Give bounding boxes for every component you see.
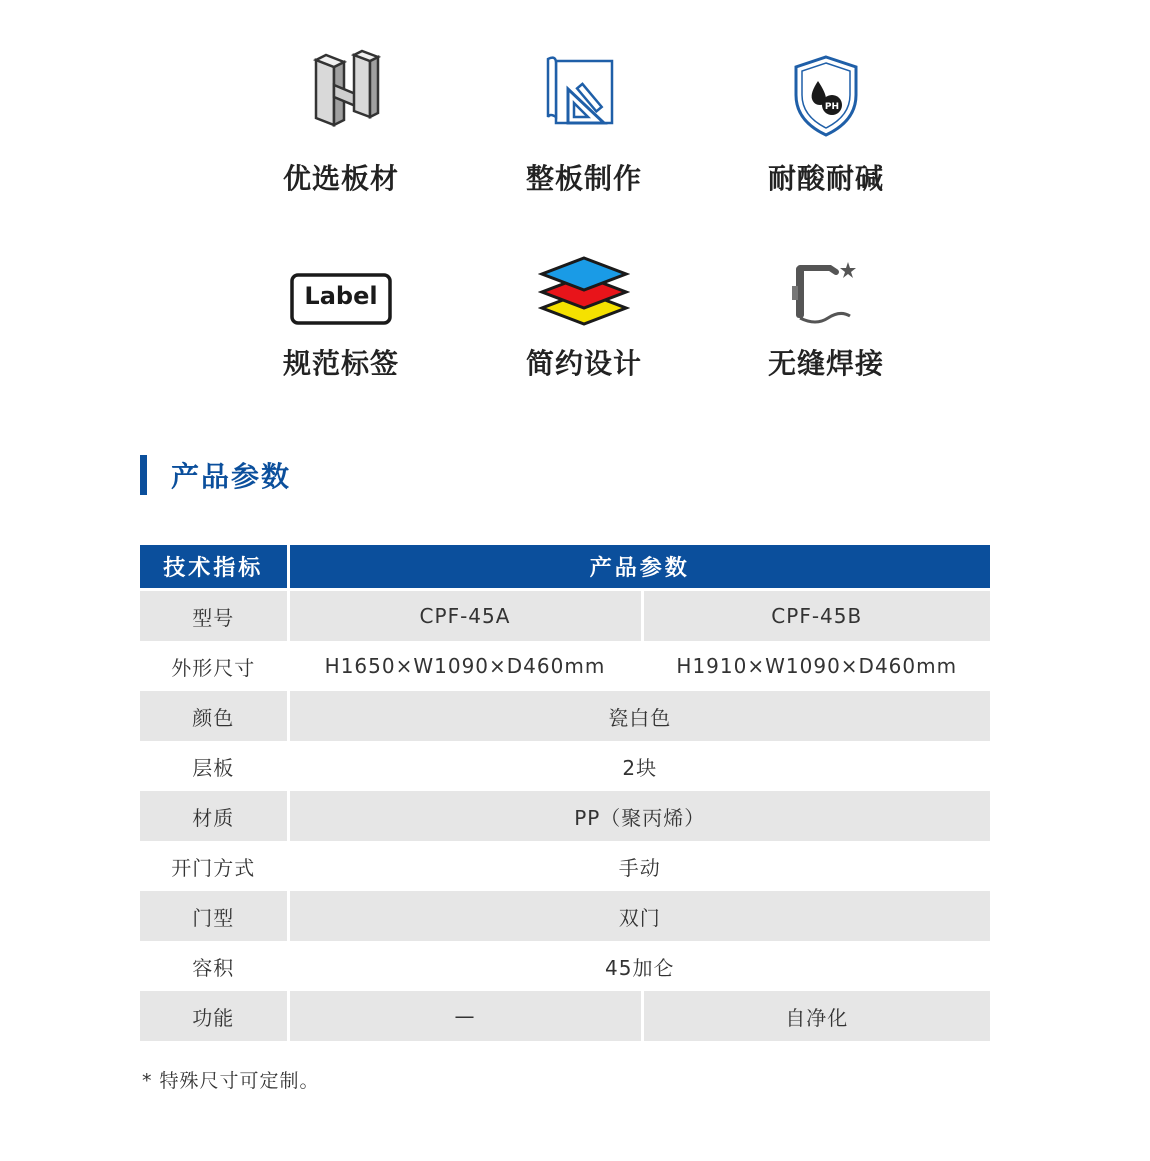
row-label: 材质 [140, 791, 288, 841]
blueprint-ruler-icon [542, 53, 626, 137]
feature-board [241, 45, 441, 195]
feature-whole-board [484, 45, 684, 195]
table-row-door-type [140, 891, 990, 941]
cell-value: 双门 [288, 891, 990, 941]
cell-a: — [288, 991, 642, 1041]
cell-a: CPF-45A [288, 590, 642, 642]
board-beam-icon [296, 45, 386, 139]
header-spec: 技术指标 [140, 545, 288, 590]
label-tag-icon [289, 272, 393, 330]
feature-acid-alkali [726, 45, 926, 195]
table-row-size [140, 641, 990, 691]
layers-icon [538, 252, 630, 332]
params-table [140, 545, 990, 1041]
label-tag-text: Label [304, 282, 378, 310]
cell-value: 瓷白色 [288, 691, 990, 741]
row-label: 颜色 [140, 691, 288, 741]
table-row-door-mode [140, 841, 990, 891]
row-label: 外形尺寸 [171, 655, 256, 680]
table-row-material [140, 791, 990, 841]
feature-label-tag [241, 262, 441, 392]
row-label: 门型 [140, 891, 288, 941]
row-label: 功能 [140, 991, 288, 1041]
table-header-row [140, 545, 990, 590]
table-row-model [140, 590, 990, 642]
header-params: 产品参数 [288, 545, 990, 590]
feature-label: 规范标签 [282, 347, 399, 380]
section-title-text: 产品参数 [171, 460, 292, 493]
row-label: 容积 [192, 955, 235, 980]
welding-torch-icon [786, 258, 866, 332]
cell-a: H1650×W1090×D460mm [288, 641, 642, 691]
table-row-function [140, 991, 990, 1041]
row-label: 型号 [140, 590, 288, 642]
svg-text:PH: PH [824, 102, 840, 112]
feature-label: 耐酸耐碱 [767, 162, 884, 195]
cell-value: PP（聚丙烯） [288, 791, 990, 841]
cell-b: CPF-45B [642, 590, 990, 642]
feature-seamless-weld [726, 252, 926, 392]
row-label: 层板 [192, 755, 235, 780]
row-label: 开门方式 [171, 855, 256, 880]
footnote: * 特殊尺寸可定制。 [142, 1070, 320, 1092]
cell-value: 2块 [288, 741, 990, 791]
feature-label: 整板制作 [525, 162, 642, 195]
ph-shield-icon [790, 53, 862, 143]
feature-label: 优选板材 [282, 162, 399, 195]
section-title-bar [140, 455, 147, 495]
table-row-color [140, 691, 990, 741]
cell-value: 手动 [288, 841, 990, 891]
feature-label: 无缝焊接 [767, 347, 884, 380]
cell-b: 自净化 [642, 991, 990, 1041]
section-title [140, 455, 291, 495]
table-row-shelf [140, 741, 990, 791]
feature-label: 简约设计 [525, 347, 642, 380]
cell-value: 45加仑 [288, 941, 990, 991]
feature-simple-design [484, 252, 684, 392]
table-row-volume [140, 941, 990, 991]
cell-b: H1910×W1090×D460mm [642, 641, 990, 691]
